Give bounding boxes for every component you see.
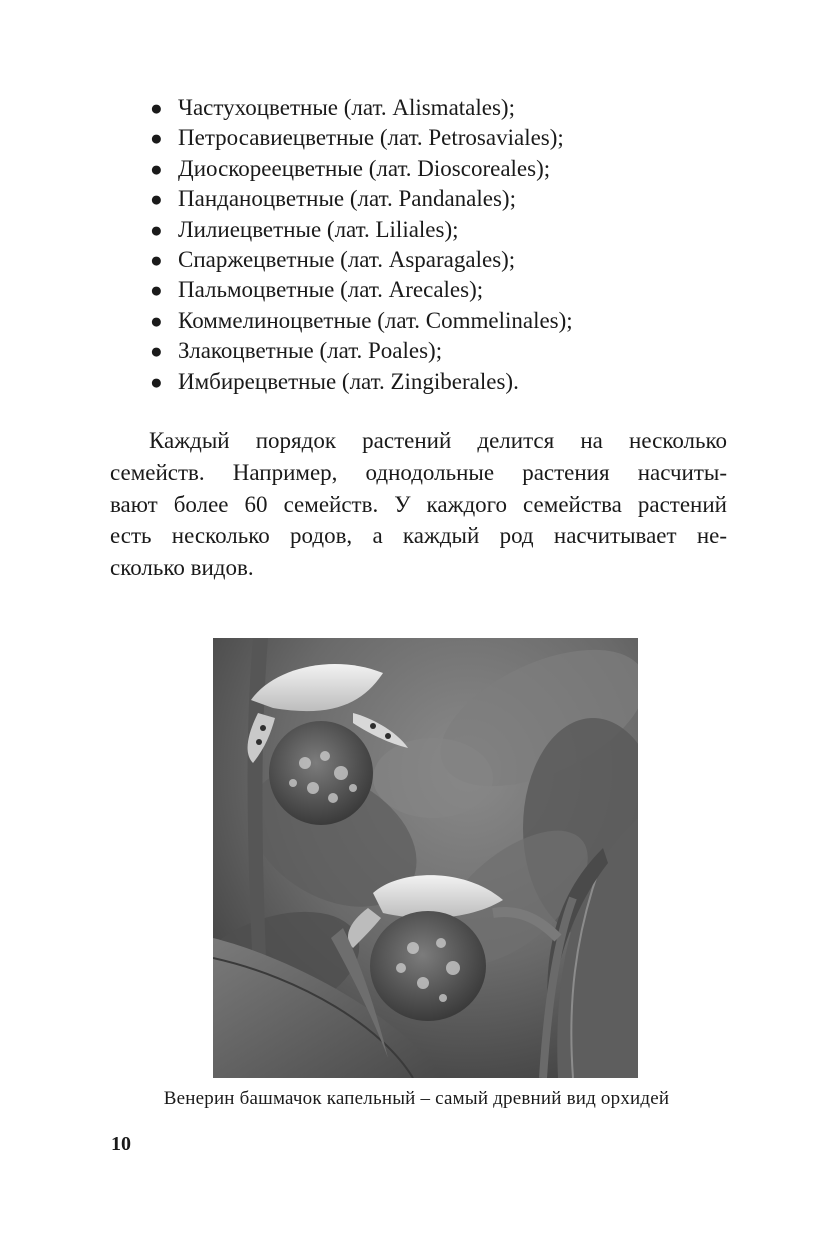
paragraph-line: семейств. Например, однодольные растения насчиты-: [110, 459, 727, 485]
order-name: Частухоцветные: [178, 95, 339, 120]
orchid-illustration: [213, 638, 638, 1078]
body-paragraph: [110, 425, 727, 584]
paragraph-line: Каждый порядок растений делится на несколько: [149, 428, 727, 453]
paragraph-line: есть несколько родов, а каждый род насчитывает не-: [110, 523, 727, 549]
order-name: Злакоцветные: [178, 338, 314, 364]
order-latin: (лат. Commelinales);: [377, 307, 573, 333]
bullet-icon: ●: [150, 308, 163, 333]
bullet-icon: ●: [150, 339, 163, 364]
order-name: Диоскореецветные: [178, 155, 363, 181]
order-latin: (лат. Pandanales);: [349, 186, 516, 212]
paragraph-line: вают более 60 семейств. У каждого семейства растений: [110, 491, 727, 517]
order-name: Панданоцветные: [178, 186, 345, 212]
orders-bullet-list: [146, 93, 573, 397]
order-latin: (лат. Dioscoreales);: [368, 155, 551, 181]
order-name: Спаржецветные: [178, 246, 335, 272]
list-item: [146, 154, 573, 184]
order-name: Пальмоцветные: [178, 277, 335, 303]
bullet-icon: ●: [150, 126, 163, 151]
list-item: [146, 245, 573, 275]
bullet-icon: ●: [150, 187, 163, 212]
bullet-icon: ●: [150, 217, 163, 242]
page-number: 10: [111, 1133, 131, 1155]
list-item: [146, 184, 573, 214]
list-item: [146, 123, 573, 153]
order-latin: (лат. Liliales);: [326, 216, 459, 242]
order-latin: (лат. Petrosaviales);: [379, 125, 564, 151]
paragraph-line: сколько видов.: [110, 555, 254, 581]
list-item: [146, 336, 573, 366]
bullet-icon: ●: [150, 96, 163, 120]
order-name: Коммелиноцветные: [178, 307, 372, 333]
bullet-icon: ●: [150, 278, 163, 303]
bullet-icon: ●: [150, 156, 163, 181]
orchid-photo: [213, 638, 638, 1078]
order-name: Петросавиецветные: [178, 125, 375, 151]
list-item: [146, 306, 573, 336]
order-latin: (лат. Arecales);: [340, 277, 484, 303]
list-item: [146, 367, 573, 397]
list-item: [146, 215, 573, 245]
figure-caption: Венерин башмачок капельный – самый древний вид орхидей: [163, 1088, 670, 1109]
order-latin: (лат. Zingiberales).: [341, 368, 519, 394]
list-item: [146, 93, 573, 123]
bullet-icon: ●: [150, 369, 163, 394]
order-name: Имбирецветные: [178, 368, 337, 394]
list-item: [146, 275, 573, 305]
bullet-icon: ●: [150, 247, 163, 272]
order-latin: (лат. Poales);: [319, 338, 443, 364]
order-name: Лилиецветные: [178, 216, 322, 242]
order-latin: (лат. Alismatales);: [343, 95, 515, 120]
order-latin: (лат. Asparagales);: [340, 246, 516, 272]
